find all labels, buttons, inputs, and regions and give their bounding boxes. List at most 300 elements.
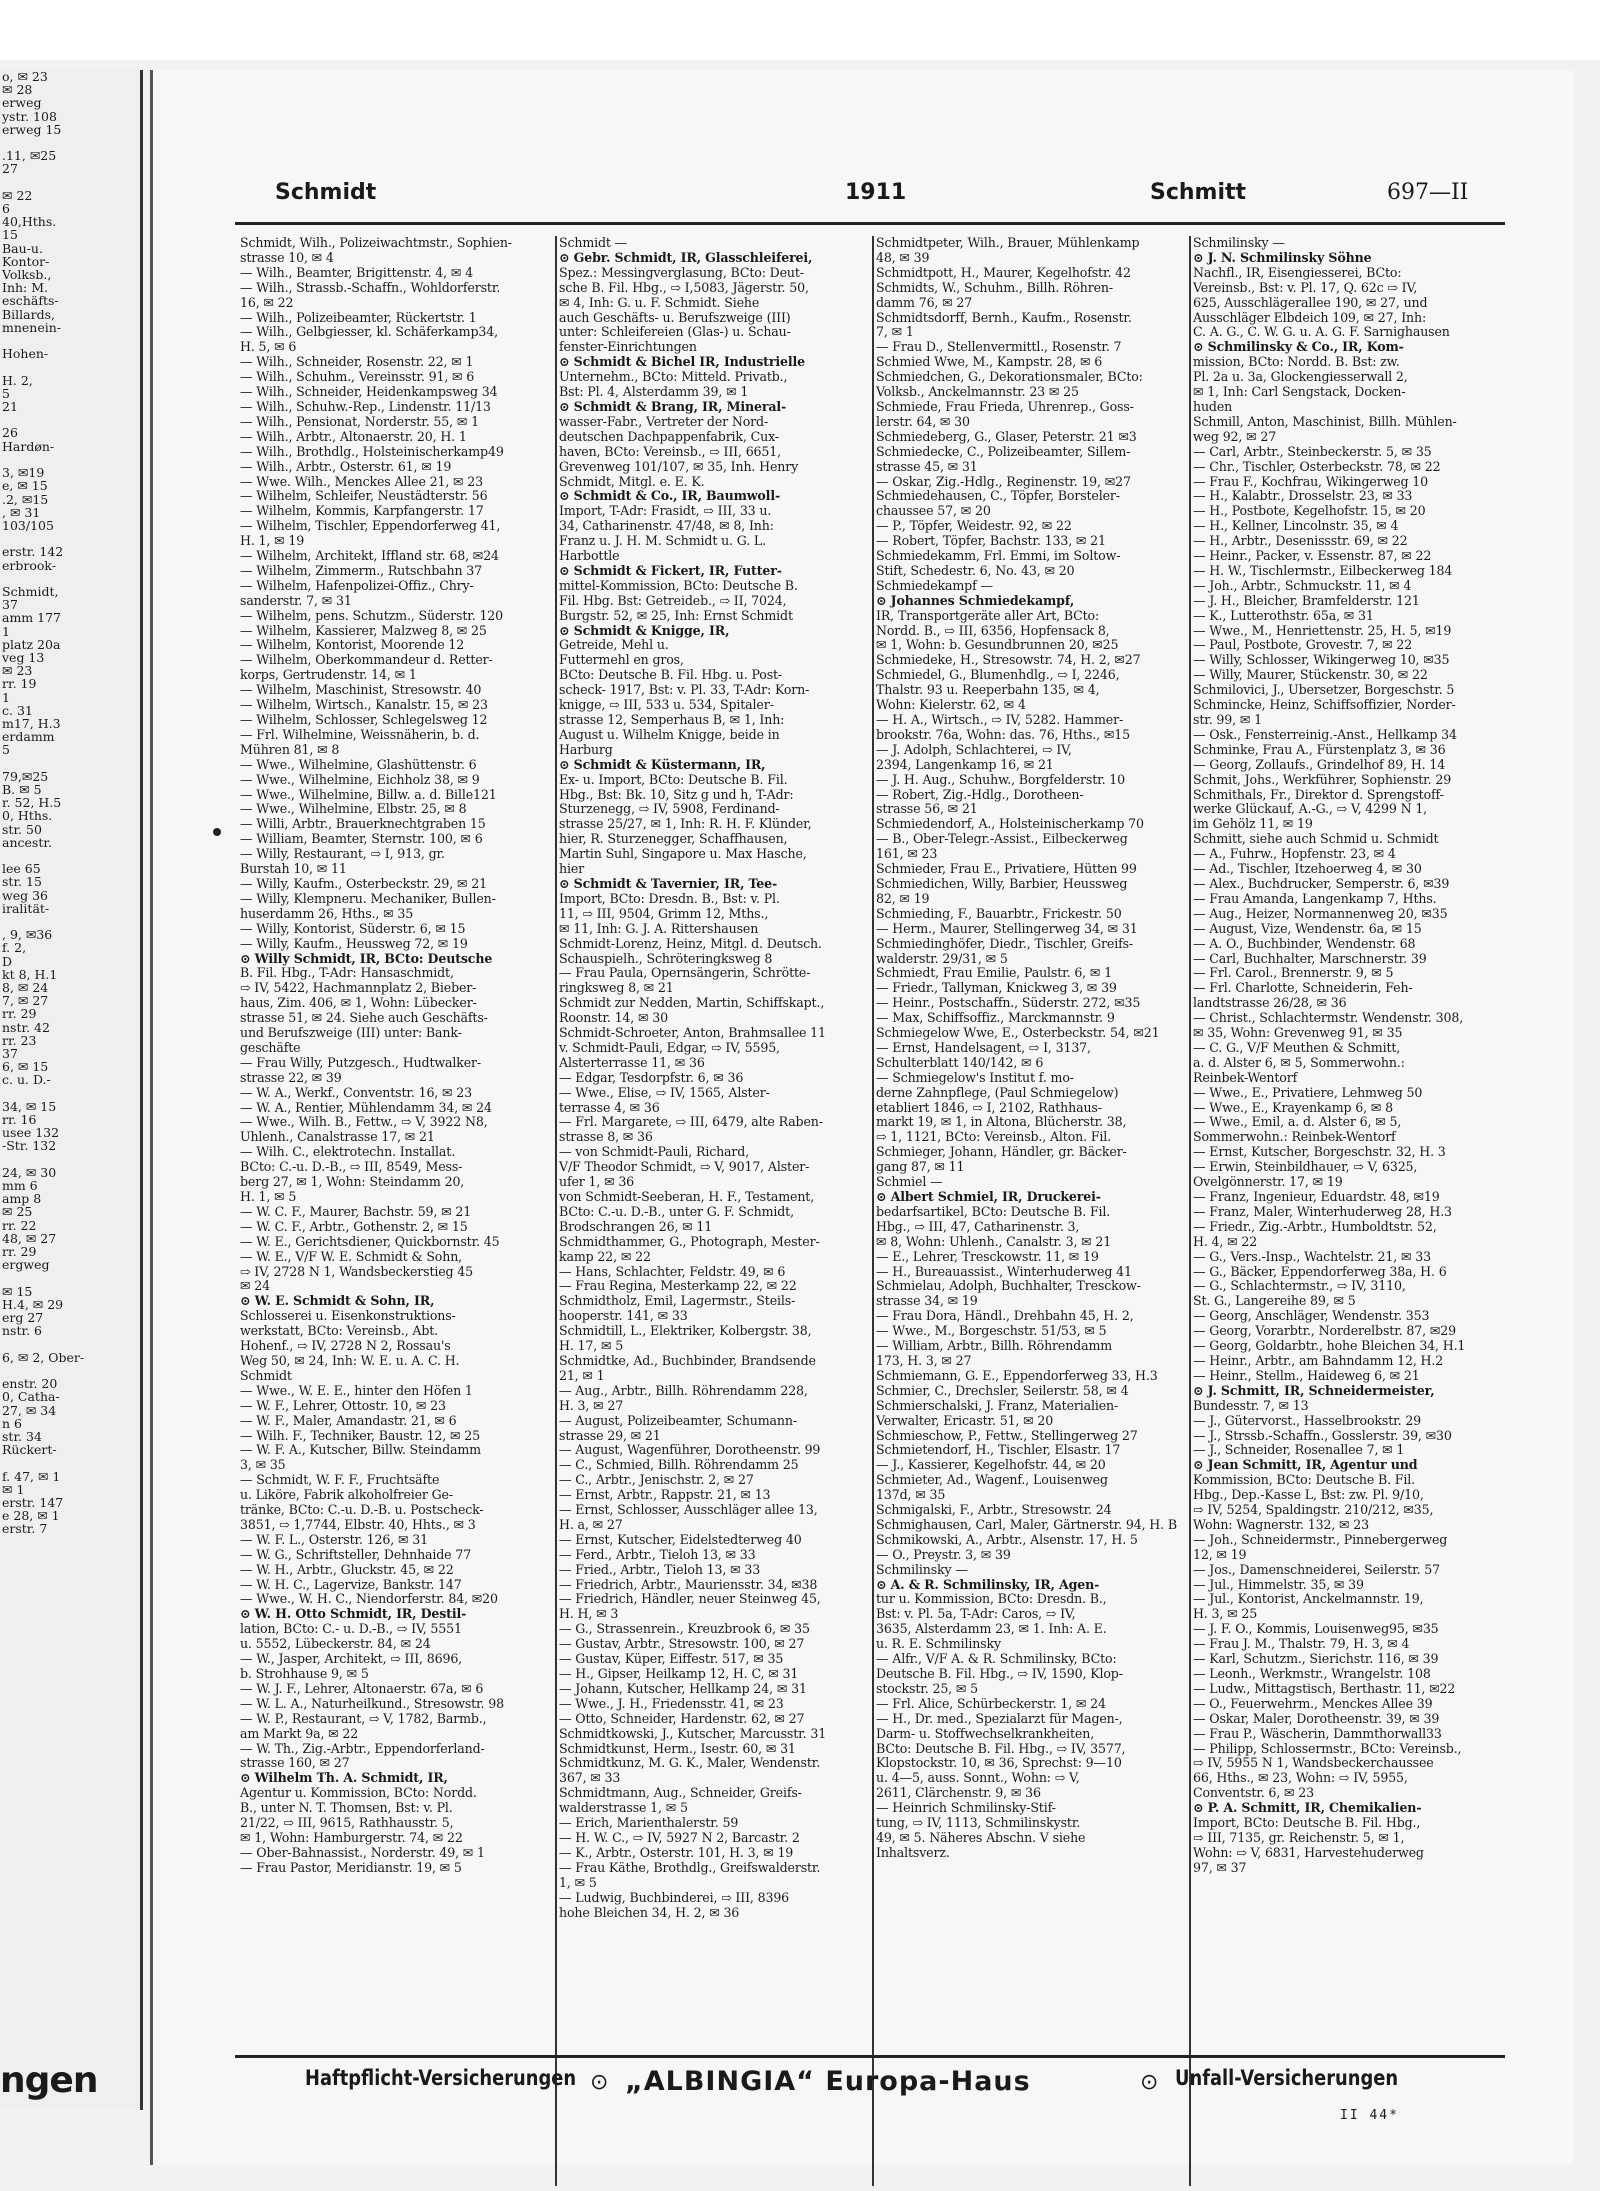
directory-entry: Schmidt-Schroeter, Anton, Brahmsallee 11 (559, 1026, 826, 1041)
directory-entry: berg 27, ✉ 1, Wohn: Steindamm 20, (240, 1175, 465, 1190)
facing-page-line: 79,✉25 (2, 768, 49, 784)
directory-entry: deutschen Dachpappenfabrik, Cux- (559, 429, 779, 444)
directory-entry: — Frau Amanda, Langenkamp 7, Hths. (1193, 891, 1437, 906)
firm-entry: ⊙ J. N. Schmilinsky Söhne (1193, 250, 1372, 265)
directory-entry: — W. F. L., Osterstr. 126, ✉ 31 (240, 1532, 428, 1547)
directory-entry: — Leonh., Werkmstr., Wrangelstr. 108 (1193, 1667, 1431, 1681)
directory-entry: — Carl, Buchhalter, Marschnerstr. 39 (1193, 951, 1427, 966)
facing-page-line: 27 (2, 161, 18, 177)
facing-page-line: 34, ✉ 15 (2, 1098, 57, 1114)
directory-entry: — Friedrich, Händler, neuer Steinweg 45, (559, 1592, 821, 1607)
directory-entry: — G., Vers.-Insp., Wachtelstr. 21, ✉ 33 (1193, 1249, 1431, 1264)
directory-entry: — Ferd., Arbtr., Tieloh 13, ✉ 33 (559, 1547, 756, 1562)
facing-page-line: rr. 22 (2, 1217, 37, 1233)
page-number: 697—II (1387, 180, 1469, 205)
directory-entry: — Wilhelm, Tischler, Eppendorferweg 41, (240, 519, 501, 534)
directory-entry: — W. P., Restaurant, ⇨ V, 1782, Barmb., (240, 1711, 487, 1726)
directory-entry: Schmitt, siehe auch Schmid u. Schmidt (1193, 832, 1439, 847)
facing-page-line: ergweg (2, 1257, 50, 1273)
directory-entry: Verwalter, Ericastr. 51, ✉ 20 (876, 1413, 1054, 1428)
directory-entry: — Georg, Vorarbtr., Norderelbstr. 87, ✉29 (1193, 1324, 1456, 1339)
directory-entry: Import, BCto: Dresdn. B., Bst: v. Pl. (559, 891, 780, 906)
directory-entry: Reinbek-Wentorf (1193, 1070, 1298, 1085)
directory-entry: Schlosserei u. Eisenkonstruktions- (240, 1309, 456, 1324)
directory-entry: — Ernst, Handelsagent, ⇨ I, 3137, (876, 1040, 1091, 1055)
facing-page-line (0, 757, 140, 770)
directory-entry: walderstr. 29/31, ✉ 5 (876, 951, 1008, 966)
directory-entry: — Willi, Arbtr., Brauerknechtgraben 15 (240, 817, 486, 832)
directory-entry: — W. F., Maler, Amandastr. 21, ✉ 6 (240, 1413, 457, 1428)
firm-entry: ⊙ Albert Schmiel, IR, Druckerei- (876, 1190, 1101, 1204)
directory-entry: Ex- u. Import, BCto: Deutsche B. Fil. (559, 772, 788, 787)
directory-entry: Schmidtill, L., Elektriker, Kolbergstr. 38, (559, 1324, 812, 1339)
directory-entry: Schmidt zur Nedden, Martin, Schiffskapt., (559, 996, 825, 1011)
facing-page-line: Volksb., (2, 267, 52, 283)
directory-entry: — W. A., Werkf., Conventstr. 16, ✉ 23 (240, 1085, 472, 1100)
directory-entry: — Frau Willy, Putzgesch., Hudtwalker- (240, 1055, 482, 1070)
directory-entry: strasse 25/27, ✉ 1, Inh: R. H. F. Klünder, (559, 817, 812, 832)
directory-entry: Schmied Wwe, M., Kampstr. 28, ✉ 6 (876, 355, 1103, 370)
directory-entry: Övelgönnerstr. 17, ✉ 19 (1193, 1175, 1343, 1190)
footer-rule (235, 2055, 1505, 2058)
facing-page-line: c. u. D.- (2, 1072, 51, 1088)
advertisement-footer (235, 2066, 1505, 2112)
directory-entry: scheck- 1917, Bst: v. Pl. 33, T-Adr: Korn- (559, 683, 810, 698)
facing-page-line: erweg (2, 95, 42, 111)
directory-entry: H. 1, ✉ 19 (240, 534, 305, 549)
directory-entry: ⇨ IV, 5422, Hachmannplatz 2, Bieber- (240, 981, 477, 996)
directory-entry: H. a, ✉ 27 (559, 1517, 623, 1532)
directory-entry: — Willy, Kontorist, Süderstr. 6, ✉ 15 (240, 921, 466, 936)
directory-entry: — Alex., Buchdrucker, Semperstr. 6, ✉39 (1193, 876, 1450, 891)
facing-page-line: rr. 29 (2, 1244, 37, 1260)
directory-entry: Mühren 81, ✉ 8 (240, 742, 340, 757)
facing-page-line: .2, ✉15 (2, 491, 49, 507)
directory-entry: H. H, ✉ 3 (559, 1607, 619, 1622)
directory-entry: — H., Kellner, Lincolnstr. 35, ✉ 4 (1193, 519, 1399, 534)
facing-page-line (0, 1153, 140, 1166)
scan-margin (0, 0, 1600, 60)
directory-entry: — Wwe., E., Krayenkamp 6, ✉ 8 (1193, 1100, 1393, 1115)
facing-page-line: erstr. 7 (2, 1521, 48, 1537)
directory-entry: August u. Wilhelm Knigge, beide in (559, 727, 780, 742)
directory-entry: Schmidtmann, Aug., Schneider, Greifs- (559, 1786, 802, 1801)
directory-entry: 137d, ✉ 35 (876, 1488, 946, 1503)
directory-entry: Weg 50, ✉ 24, Inh: W. E. u. A. C. H. (240, 1353, 460, 1368)
directory-entry: — Frl. Margarete, ⇨ III, 6479, alte Raben- (559, 1115, 823, 1130)
directory-entry: BCto: Deutsche B. Fil. Hbg. u. Post- (559, 668, 783, 683)
directory-entry: Sturzenegg, ⇨ IV, 5908, Ferdinand- (559, 802, 780, 817)
facing-page-line: ✉ 1 (2, 1481, 25, 1497)
facing-page-line: f. 2, (2, 940, 27, 956)
directory-entry: Conventstr. 6, ✉ 23 (1193, 1786, 1314, 1801)
directory-entry: — Edgar, Tesdorpfstr. 6, ✉ 36 (559, 1070, 744, 1085)
facing-page-line: lee 65 (2, 861, 41, 877)
directory-entry: BCto: C.-u. D.-B., ⇨ III, 8549, Mess- (240, 1160, 463, 1175)
directory-entry: H. 4, ✉ 22 (1193, 1234, 1258, 1249)
directory-entry: Franz u. J. H. M. Schmidt u. G. L. (559, 534, 766, 549)
directory-entry: — P., Töpfer, Weidestr. 92, ✉ 22 (876, 519, 1072, 534)
directory-entry: — Joh., Schneidermstr., Pinnebergerweg (1193, 1532, 1448, 1547)
directory-entry: 2394, Langenkamp 16, ✉ 21 (876, 757, 1054, 772)
footer-circle-right-icon: ⊙ (1140, 2070, 1159, 2095)
directory-entry: — H., Postbote, Kegelhofstr. 15, ✉ 20 (1193, 504, 1426, 519)
directory-entry: — Frl. Wilhelmine, Weissnäherin, b. d. (240, 727, 480, 742)
directory-entry: Unternehm., BCto: Mitteld. Privatb., (559, 370, 788, 385)
directory-entry: — Robert, Zig.-Hdlg., Dorotheen- (876, 787, 1084, 802)
directory-entry: — Schmiegelow's Institut f. mo- (876, 1070, 1074, 1085)
directory-entry: — Wilh. F., Techniker, Baustr. 12, ✉ 25 (240, 1428, 480, 1443)
firm-entry: ⊙ Schmidt & Küstermann, IR, (559, 757, 766, 772)
directory-entry: 3635, Alsterdamm 23, ✉ 1. Inh: A. E. (876, 1622, 1107, 1637)
firm-entry: ⊙ Gebr. Schmidt, IR, Glasschleiferei, (559, 250, 813, 265)
directory-entry: — Wilhelm, Kassierer, Malzweg 8, ✉ 25 (240, 623, 487, 638)
directory-entry: stockstr. 25, ✉ 5 (876, 1681, 979, 1696)
directory-entry: 3851, ⇨ 1,7744, Elbstr. 40, Hhts., ✉ 3 (240, 1517, 476, 1532)
directory-entry: Schmieter, Ad., Wagenf., Louisenweg (876, 1473, 1108, 1488)
directory-entry: Grevenweg 101/107, ✉ 35, Inh. Henry (559, 459, 799, 474)
directory-entry: H. 1, ✉ 5 (240, 1190, 297, 1204)
directory-entry: Schmier, C., Drechsler, Seilerstr. 58, ✉ 4 (876, 1383, 1129, 1398)
facing-page-line: Inh: M. (2, 280, 48, 296)
facing-page-line (0, 1271, 140, 1284)
directory-entry: Schmieder, Frau E., Privatiere, Hütten 99 (876, 862, 1137, 877)
directory-entry: — Paul, Postbote, Grovestr. 7, ✉ 22 (1193, 638, 1413, 653)
directory-entry: im Gehölz 11, ✉ 19 (1193, 817, 1313, 832)
facing-page-line: rr. 23 (2, 1032, 37, 1048)
directory-columns (238, 236, 1506, 2191)
footer-right-text: Unfall-Versicherungen (1175, 2066, 1399, 2090)
directory-entry: — Erich, Marienthalerstr. 59 (559, 1816, 739, 1831)
directory-entry: — von Schmidt-Pauli, Richard, (559, 1145, 750, 1160)
directory-entry: — Wilh., Arbtr., Osterstr. 61, ✉ 19 (240, 459, 452, 474)
page-header (235, 180, 1505, 220)
directory-entry: — Max, Schiffsoffiz., Marckmannstr. 9 (876, 1011, 1115, 1026)
facing-page-line: 24, ✉ 30 (2, 1164, 57, 1180)
directory-entry: — Aug., Heizer, Normannenweg 20, ✉35 (1193, 906, 1448, 921)
facing-page-line: Rückert- (2, 1442, 57, 1458)
directory-entry: Schmierschalski, J. Franz, Materialien- (876, 1398, 1119, 1413)
directory-entry: 48, ✉ 39 (876, 250, 930, 265)
directory-entry: Sommerwohn.: Reinbek-Wentorf (1193, 1130, 1396, 1145)
directory-entry: V/F Theodor Schmidt, ⇨ V, 9017, Alster- (559, 1160, 810, 1175)
directory-entry: ✉ 35, Wohn: Grevenweg 91, ✉ 35 (1193, 1026, 1403, 1041)
directory-entry: — J., Kassierer, Kegelhofstr. 44, ✉ 20 (876, 1458, 1106, 1473)
facing-page-line: kt 8, H.1 (2, 966, 58, 982)
facing-page-line: rr. 29 (2, 1006, 37, 1022)
firm-entry: ⊙ Schmidt & Tavernier, IR, Tee- (559, 876, 778, 891)
directory-entry: H. 3, ✉ 25 (1193, 1607, 1258, 1622)
directory-entry: — W. A., Rentier, Mühlendamm 34, ✉ 24 (240, 1100, 492, 1115)
directory-entry: Schmiedchen, G., Dekorationsmaler, BCto: (876, 370, 1143, 385)
directory-entry: Schmiedichen, Willy, Barbier, Heussweg (876, 876, 1128, 891)
directory-entry: — Friedr., Zig.-Arbtr., Humboldtstr. 52, (1193, 1219, 1437, 1234)
directory-entry: strasse 34, ✉ 19 (876, 1294, 978, 1309)
directory-entry: — K., Arbtr., Osterstr. 101, H. 3, ✉ 19 (559, 1845, 794, 1860)
directory-entry: — H., Dr. med., Spezialarzt für Magen-, (876, 1711, 1123, 1726)
directory-entry: Schmigalski, F., Arbtr., Stresowstr. 24 (876, 1503, 1112, 1518)
directory-entry: C. A. G., C. W. G. u. A. G. F. Sarnighausen (1193, 325, 1450, 340)
facing-page-line: 37 (2, 1046, 18, 1062)
directory-entry: ufer 1, ✉ 36 (559, 1175, 635, 1190)
directory-entry: — Frau P., Wäscherin, Dammthorwall33 (1193, 1726, 1442, 1741)
directory-entry: — A. O., Buchbinder, Wendenstr. 68 (1193, 936, 1416, 951)
directory-entry: Schmidts, W., Schuhm., Billh. Röhren- (876, 280, 1113, 295)
column-2 (555, 236, 873, 2186)
directory-entry: — Herm., Maurer, Stellingerweg 34, ✉ 31 (876, 921, 1138, 936)
directory-entry: — Friedrich, Arbtr., Mauriensstr. 34, ✉38 (559, 1577, 818, 1592)
directory-entry: 173, H. 3, ✉ 27 (876, 1353, 972, 1368)
directory-entry: Schmieding, F., Bauarbtr., Frickestr. 50 (876, 906, 1122, 921)
directory-entry: — W. L. A., Naturheilkund., Stresowstr. 98 (240, 1696, 504, 1711)
directory-entry: — Oskar, Maler, Dorotheenstr. 39, ✉ 39 (1193, 1711, 1440, 1726)
directory-entry: — Otto, Schneider, Hardenstr. 62, ✉ 27 (559, 1711, 805, 1726)
facing-page-line: 48, ✉ 27 (2, 1230, 57, 1246)
directory-entry: brookstr. 76a, Wohn: das. 76, Hths., ✉15 (876, 727, 1130, 742)
directory-entry: H. 5, ✉ 6 (240, 340, 297, 355)
directory-entry: werkstatt, BCto: Vereinsb., Abt. (240, 1324, 439, 1339)
directory-entry: Schmilinsky — (1193, 236, 1285, 250)
directory-entry: Schauspielh., Schröteringksweg 8 (559, 951, 773, 966)
facing-page-lines (0, 70, 140, 1536)
directory-entry: Schmiedel, G., Blumenhdlg., ⇨ I, 2246, (876, 668, 1120, 683)
directory-entry: sche B. Fil. Hbg., ⇨ I,5083, Jägerstr. 50, (559, 280, 809, 295)
facing-page-line: D (2, 953, 13, 969)
directory-entry: Getreide, Mehl u. (559, 638, 669, 653)
directory-entry: — W. Th., Zig.-Arbtr., Eppendorferland- (240, 1741, 485, 1756)
footer-left-text: Haftpflicht-Versicherungen (305, 2066, 577, 2090)
directory-entry: Wohn: Wagnerstr. 132, ✉ 23 (1193, 1517, 1370, 1532)
directory-entry: Burgstr. 52, ✉ 25, Inh: Ernst Schmidt (559, 608, 793, 623)
directory-entry: Schmidtholz, Emil, Lagermstr., Steils- (559, 1294, 796, 1309)
directory-entry: strasse 56, ✉ 21 (876, 802, 978, 817)
directory-entry: — Wwe., W. E. E., hinter den Höfen 1 (240, 1383, 473, 1398)
directory-entry: H. 17, ✉ 5 (559, 1339, 624, 1354)
directory-entry: — J., Strssb.-Schaffn., Gosslerstr. 39, ✉30 (1193, 1428, 1452, 1443)
facing-page-line: Billards, (2, 306, 55, 322)
firm-entry: ⊙ Willy Schmidt, IR, BCto: Deutsche (240, 951, 493, 966)
directory-entry: — Wwe., J. H., Friedensstr. 41, ✉ 23 (559, 1696, 784, 1711)
directory-entry: — Gustav, Küper, Eiffestr. 517, ✉ 35 (559, 1652, 784, 1667)
facing-page-line: 103/105 (2, 517, 54, 533)
facing-page-line: 0, Hths. (2, 808, 53, 824)
firm-entry: ⊙ A. & R. Schmilinsky, IR, Agen- (876, 1577, 1100, 1592)
directory-entry: — William, Beamter, Sternstr. 100, ✉ 6 (240, 832, 483, 847)
facing-page-line: amp 8 (2, 1191, 42, 1207)
directory-entry: Schmidtpott, H., Maurer, Kegelhofstr. 42 (876, 265, 1131, 280)
directory-entry: Hohenf., ⇨ IV, 2728 N 2, Rossau's (240, 1339, 451, 1354)
directory-entry: — Wilh. C., elektrotechn. Installat. (240, 1145, 456, 1160)
facing-page-line: ✉ 23 (2, 663, 33, 679)
directory-entry: ⇨ IV, 5254, Spaldingstr. 210/212, ✉35, (1193, 1503, 1434, 1518)
directory-entry: — Ludw., Mittagstisch, Berthastr. 11, ✉22 (1193, 1681, 1456, 1696)
facing-page-line: erstr. 142 (2, 544, 64, 560)
directory-entry: — Wilh., Beamter, Brigittenstr. 4, ✉ 4 (240, 265, 473, 280)
facing-page-line: str. 15 (2, 874, 42, 890)
directory-entry: — Wwe., E., Privatiere, Lehmweg 50 (1193, 1085, 1423, 1100)
directory-entry: Schminke, Frau A., Fürstenplatz 3, ✉ 36 (1193, 742, 1446, 757)
directory-entry: — Wwe., Wilhelmine, Eichholz 38, ✉ 9 (240, 772, 480, 787)
directory-entry: Schmidt, Mitgl. e. E. K. (559, 474, 705, 489)
directory-entry: BCto: C.-u. D.-B., unter G. F. Schmidt, (559, 1204, 794, 1219)
directory-entry: — Ludwig, Buchbinderei, ⇨ III, 8396 (559, 1890, 790, 1905)
directory-entry: Schmiemann, G. E., Eppendorferweg 33, H.3 (876, 1368, 1158, 1383)
directory-entry: 66, Hths., ✉ 23, Wohn: ⇨ IV, 5955, (1193, 1771, 1408, 1786)
directory-entry: — Wilhelm, Schleifer, Neustädterstr. 56 (240, 489, 488, 504)
directory-entry: — Wwe. Wilh., Menckes Allee 21, ✉ 23 (240, 474, 484, 489)
facing-page-line: erdamm (2, 729, 55, 745)
directory-entry: — Jul., Kontorist, Anckelmannstr. 19, (1193, 1592, 1424, 1607)
header-right-keyword: Schmitt (1150, 180, 1247, 205)
directory-entry: — Wwe., Wilh. B., Fettw., ⇨ V, 3922 N8, (240, 1115, 488, 1130)
firm-entry: ⊙ Schmidt & Knigge, IR, (559, 623, 730, 638)
directory-entry: — Robert, Töpfer, Bachstr. 133, ✉ 21 (876, 534, 1106, 549)
facing-page-line: e, ✉ 15 (2, 478, 48, 494)
directory-entry: — O., Preystr. 3, ✉ 39 (876, 1547, 1011, 1562)
directory-entry: — August, Vize, Wendenstr. 6a, ✉ 15 (1193, 921, 1422, 936)
facing-page-fragment (0, 70, 143, 2110)
directory-entry: 1, ✉ 5 (559, 1875, 597, 1890)
directory-entry: — Friedr., Tallyman, Knickweg 3, ✉ 39 (876, 981, 1117, 996)
directory-entry: — Ernst, Kutscher, Eidelstedterweg 40 (559, 1532, 802, 1547)
directory-entry: markt 19, ✉ 1, in Altona, Blücherstr. 38, (876, 1115, 1127, 1130)
facing-page-line: 7, ✉ 27 (2, 993, 49, 1009)
firm-entry: ⊙ Schmilinsky & Co., IR, Kom- (1193, 340, 1404, 355)
facing-page-line (0, 572, 140, 585)
directory-entry: — W. H. C., Lagervize, Bankstr. 147 (240, 1577, 462, 1592)
facing-page-line: 8, ✉ 24 (2, 980, 49, 996)
directory-entry: — W. G., Schriftsteller, Dehnhaide 77 (240, 1547, 472, 1562)
directory-entry: Schmiel — (876, 1175, 943, 1190)
directory-entry: str. 99, ✉ 1 (1193, 713, 1262, 727)
directory-entry: landtstrasse 26/28, ✉ 36 (1193, 996, 1347, 1011)
directory-entry: Schmiedehausen, C., Töpfer, Borsteler- (876, 489, 1120, 504)
facing-page-line: erweg 15 (2, 121, 62, 137)
directory-entry: — Wilhelm, Kontorist, Moorende 12 (240, 638, 465, 653)
directory-entry: — Ad., Tischler, Itzehoerweg 4, ✉ 30 (1193, 862, 1422, 877)
directory-entry: — Wwe., Wilhelmine, Glashüttenstr. 6 (240, 757, 477, 772)
directory-entry: ✉ 24 (240, 1279, 270, 1294)
directory-entry: — Wilhelm, Maschinist, Stresowstr. 40 (240, 683, 482, 698)
directory-entry: Import, T-Adr: Frasidt, ⇨ III, 33 u. (559, 504, 772, 519)
facing-page-line: 0, Catha- (2, 1389, 60, 1405)
directory-entry: Hbg., ⇨ III, 47, Catharinenstr. 3, (876, 1219, 1080, 1234)
directory-entry: — Franz, Ingenieur, Eduardstr. 48, ✉19 (1193, 1190, 1440, 1204)
footer-center-text: „ALBINGIA“ Europa-Haus (625, 2066, 1031, 2097)
header-rule (235, 222, 1505, 225)
directory-entry: — Jos., Damenschneiderei, Seilerstr. 57 (1193, 1562, 1441, 1577)
facing-page-line: e 28, ✉ 1 (2, 1508, 60, 1524)
directory-entry: 7, ✉ 1 (876, 325, 914, 340)
directory-entry: — Frau Dora, Händl., Drehbahn 45, H. 2, (876, 1309, 1134, 1324)
directory-entry: — Wwe., Wilhelmine, Elbstr. 25, ✉ 8 (240, 802, 467, 817)
facing-page-line: str. 34 (2, 1428, 42, 1444)
directory-entry: gang 87, ✉ 11 (876, 1160, 965, 1175)
facing-page-line: 6, ✉ 2, Ober- (2, 1349, 85, 1365)
directory-entry: Schmilovici, J., Übersetzer, Borgeschstr. 5 (1193, 683, 1455, 698)
facing-page-line: 15 (2, 227, 18, 243)
directory-entry: ✉ 8, Wohn: Uhlenh., Canalstr. 3, ✉ 21 (876, 1234, 1112, 1249)
directory-entry: Schmidtsdorff, Bernh., Kaufm., Rosenstr. (876, 310, 1132, 325)
directory-entry: B., unter N. T. Thomsen, Bst: v. Pl. (240, 1801, 453, 1816)
directory-entry: — Johann, Kutscher, Hellkamp 24, ✉ 31 (559, 1681, 807, 1696)
directory-entry: Thalstr. 93 u. Reeperbahn 135, ✉ 4, (876, 683, 1100, 698)
facing-page-line (0, 413, 140, 426)
directory-entry: Schmighausen, Carl, Maler, Gärtnerstr. 94, H. B (876, 1517, 1177, 1532)
directory-entry: Schmieschow, P., Fettw., Stellingerweg 27 (876, 1428, 1138, 1443)
directory-entry: auch Geschäfts- u. Berufszweige (III) (559, 310, 791, 325)
directory-entry: — Ernst, Schlosser, Ausschläger allee 13, (559, 1503, 818, 1518)
directory-entry: — Wilh., Schuhw.-Rep., Lindenstr. 11/13 (240, 399, 491, 414)
directory-entry: — K., Lutterothstr. 65a, ✉ 31 (1193, 608, 1374, 623)
directory-entry: 49, ✉ 5. Näheres Abschn. V siehe (876, 1830, 1086, 1845)
directory-entry: — Osk., Fensterreinig.-Anst., Hellkamp 34 (1193, 727, 1457, 742)
directory-entry: — J. H., Bleicher, Bramfelderstr. 121 (1193, 593, 1420, 608)
directory-entry: hooperstr. 141, ✉ 33 (559, 1309, 688, 1324)
directory-entry: Schmikowski, A., Arbtr., Alsenstr. 17, H. 5 (876, 1532, 1138, 1547)
directory-entry: 34, Catharinenstr. 47/48, ✉ 8, Inh: (559, 519, 774, 534)
directory-entry: Schmieger, Johann, Händler, gr. Bäcker- (876, 1145, 1127, 1160)
footer-circle-left-icon: ⊙ (590, 2070, 609, 2095)
facing-page-line: 21 (2, 399, 18, 415)
directory-entry: — Wilhelm, Schlosser, Schlegelsweg 12 (240, 713, 488, 727)
firm-entry: ⊙ P. A. Schmitt, IR, Chemikalien- (1193, 1801, 1422, 1816)
directory-entry: strasse 22, ✉ 39 (240, 1070, 342, 1085)
directory-entry: ✉ 1, Inh: Carl Sengstack, Docken- (1193, 385, 1406, 400)
directory-entry: — Carl, Arbtr., Steinbeckerstr. 5, ✉ 35 (1193, 444, 1432, 459)
directory-entry: — Heinrich Schmilinsky-Stif- (876, 1801, 1056, 1816)
facing-page-line: enstr. 20 (2, 1376, 58, 1392)
facing-page-line: ✉ 15 (2, 1283, 33, 1299)
directory-entry: — Wwe., Wilhelmine, Billw. a. d. Bille121 (240, 787, 497, 802)
firm-entry: ⊙ Jean Schmitt, IR, Agentur und (1193, 1458, 1418, 1473)
directory-entry: Brodschrangen 26, ✉ 11 (559, 1219, 713, 1234)
directory-entry: Futtermehl en gros, (559, 653, 684, 668)
directory-entry: Stift, Schedestr. 6, No. 43, ✉ 20 (876, 563, 1075, 578)
directory-entry: walderstrasse 1, ✉ 5 (559, 1801, 688, 1816)
facing-page-line (0, 360, 140, 373)
directory-entry: 2611, Clärchenstr. 9, ✉ 36 (876, 1786, 1041, 1801)
header-left-keyword: Schmidt (275, 180, 377, 205)
facing-page-line: nstr. 42 (2, 1019, 50, 1035)
directory-entry: — Wilh., Gelbgiesser, kl. Schäferkamp34, (240, 325, 498, 340)
directory-entry: u. Liköre, Fabrik alkoholfreier Ge- (240, 1488, 453, 1503)
directory-entry: — Frau D., Stellenvermittl., Rosenstr. 7 (876, 340, 1122, 355)
firm-entry: ⊙ Johannes Schmiedekampf, (876, 593, 1075, 608)
directory-entry: Spez.: Messingverglasung, BCto: Deut- (559, 265, 804, 280)
directory-entry: — Wilh., Strassb.-Schaffn., Wohldorferstr. (240, 280, 501, 295)
column-3 (872, 236, 1190, 2186)
facing-page-line: H.4, ✉ 29 (2, 1296, 64, 1312)
directory-entry: sanderstr. 7, ✉ 31 (240, 593, 352, 608)
directory-entry: IR, Transportgeräte aller Art, BCto: (876, 608, 1100, 623)
directory-entry: 21, ✉ 1 (559, 1368, 605, 1383)
facing-page-line: m17, H.3 (2, 715, 61, 731)
firm-entry: ⊙ Schmidt & Fickert, IR, Futter- (559, 563, 782, 578)
facing-page-line: ystr. 108 (2, 108, 57, 124)
directory-entry: — Wilhelm, pens. Schutzm., Süderstr. 120 (240, 608, 504, 623)
directory-entry: — H. A., Wirtsch., ⇨ IV, 5282. Hammer- (876, 713, 1124, 727)
directory-entry: — Karl, Schutzm., Sierichstr. 116, ✉ 39 (1193, 1652, 1439, 1667)
directory-entry: strasse 29, ✉ 21 (559, 1428, 661, 1443)
directory-entry: — H., Gipser, Heilkamp 12, H. C, ✉ 31 (559, 1667, 799, 1681)
directory-entry: — Wilh., Brothdlg., Holsteinischerkamp49 (240, 444, 504, 459)
facing-page-line: 1 (2, 689, 10, 705)
directory-entry: — Fried., Arbtr., Tieloh 13, ✉ 33 (559, 1562, 761, 1577)
directory-entry: — Wilh., Pensionat, Norderstr. 55, ✉ 1 (240, 414, 479, 429)
directory-entry: Ausschläger Elbdeich 109, ✉ 27, Inh: (1193, 310, 1427, 325)
facing-page-line: 5 (2, 742, 10, 758)
